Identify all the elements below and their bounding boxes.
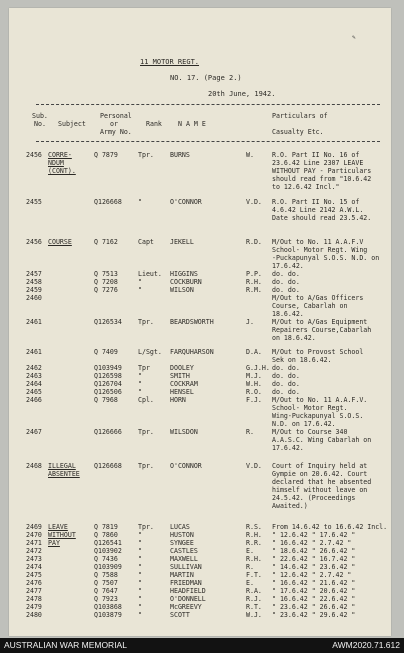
entry-army-no: Q126666	[94, 428, 122, 436]
entry-name: O'DONNELL	[170, 595, 206, 603]
col-sub-1: Sub.	[32, 112, 48, 120]
entry-initials: M.J.	[246, 372, 262, 380]
entry-sub-no: 2472	[26, 547, 42, 555]
entry-sub-no: 2473	[26, 555, 42, 563]
entry-initials: G.J.H.	[246, 364, 270, 372]
entry-particulars: R.O. Part II No. 16 of	[272, 151, 360, 159]
entry-particulars: Course, Cabarlah on	[272, 302, 348, 310]
entry-sub-no: 2469	[26, 523, 42, 531]
entry-sub-no: 2476	[26, 579, 42, 587]
entry-particulars: M/Out to A/Gas Equipment	[272, 318, 368, 326]
entry-sub-no: 2457	[26, 270, 42, 278]
entry-name: WILSON	[170, 286, 194, 294]
entry-name: SMITH	[170, 372, 190, 380]
entry-initials: F.J.	[246, 396, 262, 404]
entry-sub-no: 2466	[26, 396, 42, 404]
entry-rank: "	[138, 603, 142, 611]
entry-initials: R.	[246, 428, 254, 436]
entry-sub-no: 2461	[26, 348, 42, 356]
entry-army-no: Q126704	[94, 380, 122, 388]
entry-initials: R.O.	[246, 388, 262, 396]
entry-rank: "	[138, 531, 142, 539]
entry-particulars: 4.6.42 Line 2142 A.W.L.	[272, 206, 364, 214]
entry-sub-no: 2463	[26, 372, 42, 380]
entry-rank: Lieut.	[138, 270, 162, 278]
entry-sub-no: 2467	[26, 428, 42, 436]
entry-particulars: " 14.6.42 " 23.6.42 "	[272, 563, 356, 571]
entry-army-no: Q103949	[94, 364, 122, 372]
entry-particulars: " 23.6.42 " 29.6.42 "	[272, 611, 356, 619]
entry-army-no: Q126668	[94, 462, 122, 470]
entry-sub-no: 2460	[26, 294, 42, 302]
entry-subject: COURSE	[48, 238, 72, 246]
entry-army-no: Q126668	[94, 198, 122, 206]
footer-accession: AWM2020.71.612	[332, 640, 400, 650]
entry-rank: L/Sgt.	[138, 348, 162, 356]
col-particulars-2: Casualty Etc.	[272, 128, 324, 136]
entry-rank: Tpr	[138, 364, 150, 372]
entry-sub-no: 2455	[26, 198, 42, 206]
entry-name: COCKRAM	[170, 380, 198, 388]
entry-rank: "	[138, 278, 142, 286]
entry-army-no: Q 7436	[94, 555, 118, 563]
entry-initials: W.J.	[246, 611, 262, 619]
entry-initials: R.D.	[246, 238, 262, 246]
entry-rank: "	[138, 587, 142, 595]
entry-name: CASTLES	[170, 547, 198, 555]
entry-initials: R.S.	[246, 523, 262, 531]
entry-particulars: to 12.6.42 Incl."	[272, 183, 340, 191]
entry-name: LUCAS	[170, 523, 190, 531]
entry-particulars: " 22.6.42 " 16.7.42 "	[272, 555, 356, 563]
entry-initials: R.H.	[246, 531, 262, 539]
entry-rank: "	[138, 563, 142, 571]
entry-particulars: " 16.6.42 " 22.6.42 "	[272, 595, 356, 603]
entry-particulars: do. do.	[272, 380, 300, 388]
entry-army-no: Q 7162	[94, 238, 118, 246]
entry-subject: ILLEGAL	[48, 462, 76, 470]
entry-particulars: From 14.6.42 to 16.6.42 Incl.	[272, 523, 388, 531]
entry-particulars: " 17.6.42 " 20.6.42 "	[272, 587, 356, 595]
entry-particulars: Sek on 18.6.42.	[272, 356, 332, 364]
entry-name: McGREEVY	[170, 603, 202, 611]
entry-army-no: Q 7507	[94, 579, 118, 587]
order-date: 20th June, 1942.	[208, 90, 276, 98]
entry-army-no: Q126598	[94, 372, 122, 380]
entry-particulars: 17.6.42.	[272, 444, 304, 452]
entry-name: JEKELL	[170, 238, 194, 246]
entry-particulars: 23.6.42 Line 2307 LEAVE	[272, 159, 364, 167]
entry-name: HORN	[170, 396, 186, 404]
entry-particulars: A.A.S.C. Wing Cabarlah on	[272, 436, 372, 444]
entry-initials: R.H.	[246, 278, 262, 286]
entry-rank: "	[138, 198, 142, 206]
entry-initials: R.M.	[246, 286, 262, 294]
col-rank: Rank	[146, 120, 162, 128]
entry-army-no: Q103868	[94, 603, 122, 611]
entry-rank: "	[138, 611, 142, 619]
entry-particulars: WITHOUT PAY - Particulars	[272, 167, 372, 175]
entry-army-no: Q103879	[94, 611, 122, 619]
entry-particulars: do. do.	[272, 278, 300, 286]
entry-particulars: " 12.6.42 " 17.6.42 "	[272, 531, 356, 539]
entry-particulars: R.O. Part II No. 15 of	[272, 198, 360, 206]
entry-sub-no: 2480	[26, 611, 42, 619]
entry-sub-no: 2471	[26, 539, 42, 547]
entry-particulars: do. do.	[272, 372, 300, 380]
entry-rank: "	[138, 286, 142, 294]
entry-rank: "	[138, 555, 142, 563]
entry-name: HENSEL	[170, 388, 194, 396]
entry-army-no: Q 7513	[94, 270, 118, 278]
entry-particulars: M/Out to A/Gas Officers	[272, 294, 364, 302]
entry-initials: F.T.	[246, 571, 262, 579]
entry-initials: J.	[246, 318, 254, 326]
entry-initials: R.J.	[246, 595, 262, 603]
entry-sub-no: 2478	[26, 595, 42, 603]
entry-initials: W.	[246, 151, 254, 159]
entry-subject: NDUM	[48, 159, 64, 167]
entry-army-no: Q103902	[94, 547, 122, 555]
entry-particulars: M/Out to Provost School	[272, 348, 364, 356]
entry-rank: "	[138, 380, 142, 388]
entry-subject: ABSENTEE	[48, 470, 80, 478]
entry-initials: E.	[246, 547, 254, 555]
col-name: N A M E	[178, 120, 206, 128]
entry-sub-no: 2462	[26, 364, 42, 372]
entry-sub-no: 2458	[26, 278, 42, 286]
entry-army-no: Q 7879	[94, 151, 118, 159]
entry-name: HIGGINS	[170, 270, 198, 278]
entry-particulars: " 16.6.42 " 2.7.42 "	[272, 539, 352, 547]
entry-rank: Tpr.	[138, 151, 154, 159]
entry-rank: Capt	[138, 238, 154, 246]
entry-name: SYNGEE	[170, 539, 194, 547]
entry-initials: W.H.	[246, 380, 262, 388]
entry-particulars: 24.5.42. (Proceedings	[272, 494, 356, 502]
entry-particulars: himself without leave on	[272, 486, 368, 494]
entry-particulars: do. do.	[272, 286, 300, 294]
entry-name: WILSDON	[170, 428, 198, 436]
entry-particulars: M/Out to No. 11 A.A.F.V.	[272, 396, 368, 404]
entry-name: FRIEDMAN	[170, 579, 202, 587]
entry-rank: "	[138, 372, 142, 380]
entry-army-no: Q126506	[94, 388, 122, 396]
entry-name: O'CONNOR	[170, 462, 202, 470]
col-sub-2: No.	[34, 120, 46, 128]
entry-army-no: Q 7968	[94, 396, 118, 404]
corner-pen-mark: ✎	[352, 34, 356, 41]
entry-army-no: Q 7588	[94, 571, 118, 579]
entry-name: SULLIVAN	[170, 563, 202, 571]
entry-particulars: declared that he absented	[272, 478, 372, 486]
entry-initials: R.T.	[246, 603, 262, 611]
entry-initials: D.A.	[246, 348, 262, 356]
entry-particulars: Wing-Puckapunyal S.O.S.	[272, 412, 364, 420]
entry-sub-no: 2470	[26, 531, 42, 539]
col-army-1: Personal	[100, 112, 132, 120]
entry-rank: Cpl.	[138, 396, 154, 404]
entry-particulars: " 18.6.42 " 26.6.42 "	[272, 547, 356, 555]
entry-name: BEARDSWORTH	[170, 318, 214, 326]
entry-particulars: Court of Inquiry held at	[272, 462, 368, 470]
entry-particulars: M/Out to Course 340	[272, 428, 348, 436]
entry-particulars: do. do.	[272, 388, 300, 396]
entry-sub-no: 2479	[26, 603, 42, 611]
entry-sub-no: 2475	[26, 571, 42, 579]
entry-particulars: do. do.	[272, 270, 300, 278]
entry-army-no: Q126534	[94, 318, 122, 326]
entry-particulars: M/Out to No. 11 A.A.F.V	[272, 238, 364, 246]
entry-particulars: School- Motor Regt.	[272, 404, 348, 412]
entry-rank: "	[138, 595, 142, 603]
entry-sub-no: 2459	[26, 286, 42, 294]
entry-initials: R.A.	[246, 587, 262, 595]
entry-sub-no: 2468	[26, 462, 42, 470]
entry-rank: "	[138, 579, 142, 587]
col-subject: Subject	[58, 120, 86, 128]
entry-particulars: Date should read 23.5.42.	[272, 214, 372, 222]
entry-rank: Tpr.	[138, 523, 154, 531]
entry-particulars: should read from "10.6.42	[272, 175, 372, 183]
entry-particulars: Awaited.)	[272, 502, 308, 510]
entry-sub-no: 2465	[26, 388, 42, 396]
entry-rank: "	[138, 388, 142, 396]
entry-sub-no: 2456	[26, 151, 42, 159]
entry-army-no: Q 7819	[94, 523, 118, 531]
entry-particulars: 18.6.42.	[272, 310, 304, 318]
entry-rank: "	[138, 547, 142, 555]
entry-name: SCOTT	[170, 611, 190, 619]
entry-army-no: Q 7647	[94, 587, 118, 595]
entry-name: COCKBURN	[170, 278, 202, 286]
entry-sub-no: 2461	[26, 318, 42, 326]
entry-particulars: Repairers Course,Cabarlah	[272, 326, 372, 334]
entry-particulars: School- Motor Regt. Wing	[272, 246, 368, 254]
footer-source: AUSTRALIAN WAR MEMORIAL	[4, 640, 127, 650]
entry-sub-no: 2456	[26, 238, 42, 246]
entry-name: DOOLEY	[170, 364, 194, 372]
entry-rank: "	[138, 571, 142, 579]
entry-name: O'CONNOR	[170, 198, 202, 206]
entry-army-no: Q 7923	[94, 595, 118, 603]
entry-subject: WITHOUT	[48, 531, 76, 539]
col-particulars-1: Particulars of	[272, 112, 328, 120]
entry-particulars: 17.6.42.	[272, 262, 304, 270]
entry-subject: CORRE-	[48, 151, 72, 159]
col-army-3: Army No.	[100, 128, 132, 136]
entry-sub-no: 2474	[26, 563, 42, 571]
entry-particulars: " 23.6.42 " 26.6.42 "	[272, 603, 356, 611]
entry-rank: Tpr.	[138, 428, 154, 436]
entry-name: MARTIN	[170, 571, 194, 579]
entry-particulars: Gympie on 20.6.42. Court	[272, 470, 368, 478]
entry-particulars: on 18.6.42.	[272, 334, 316, 342]
entry-army-no: Q126541	[94, 539, 122, 547]
entry-particulars: -Puckapunyal S.O.S. N.D. on	[272, 254, 380, 262]
entry-initials: R.H.	[246, 555, 262, 563]
entry-initials: E.	[246, 579, 254, 587]
order-number: NO. 17. (Page 2.)	[170, 74, 242, 82]
entry-subject: (CONT).	[48, 167, 76, 175]
entry-particulars: " 12.6.42 " 2.7.42 "	[272, 571, 352, 579]
entry-army-no: Q103909	[94, 563, 122, 571]
entry-initials: R.	[246, 563, 254, 571]
entry-subject: LEAVE	[48, 523, 68, 531]
entry-name: HUSTON	[170, 531, 194, 539]
footer-bar	[0, 638, 404, 653]
header-rule-top	[36, 104, 380, 105]
unit-title: 11 MOTOR REGT.	[140, 58, 200, 66]
entry-initials: P.P.	[246, 270, 262, 278]
entry-name: MAXWELL	[170, 555, 198, 563]
header-rule-bottom	[36, 141, 380, 142]
entry-initials: R.R.	[246, 539, 262, 547]
entry-name: BURNS	[170, 151, 190, 159]
entry-initials: V.D.	[246, 198, 262, 206]
entry-sub-no: 2464	[26, 380, 42, 388]
entry-rank: Tpr.	[138, 318, 154, 326]
entry-name: HEADFIELD	[170, 587, 206, 595]
entry-army-no: Q 7276	[94, 286, 118, 294]
entry-rank: Tpr.	[138, 462, 154, 470]
entry-sub-no: 2477	[26, 587, 42, 595]
entry-rank: "	[138, 539, 142, 547]
entry-army-no: Q 7860	[94, 531, 118, 539]
entry-particulars: " 16.6.42 " 21.6.42 "	[272, 579, 356, 587]
entry-army-no: Q 7409	[94, 348, 118, 356]
entry-subject: PAY	[48, 539, 60, 547]
entry-name: FARQUHARSON	[170, 348, 214, 356]
entry-particulars: do. do.	[272, 364, 300, 372]
entry-particulars: N.D. on 17.6.42.	[272, 420, 336, 428]
entry-initials: V.D.	[246, 462, 262, 470]
entry-army-no: Q 7208	[94, 278, 118, 286]
col-army-2: or	[110, 120, 118, 128]
